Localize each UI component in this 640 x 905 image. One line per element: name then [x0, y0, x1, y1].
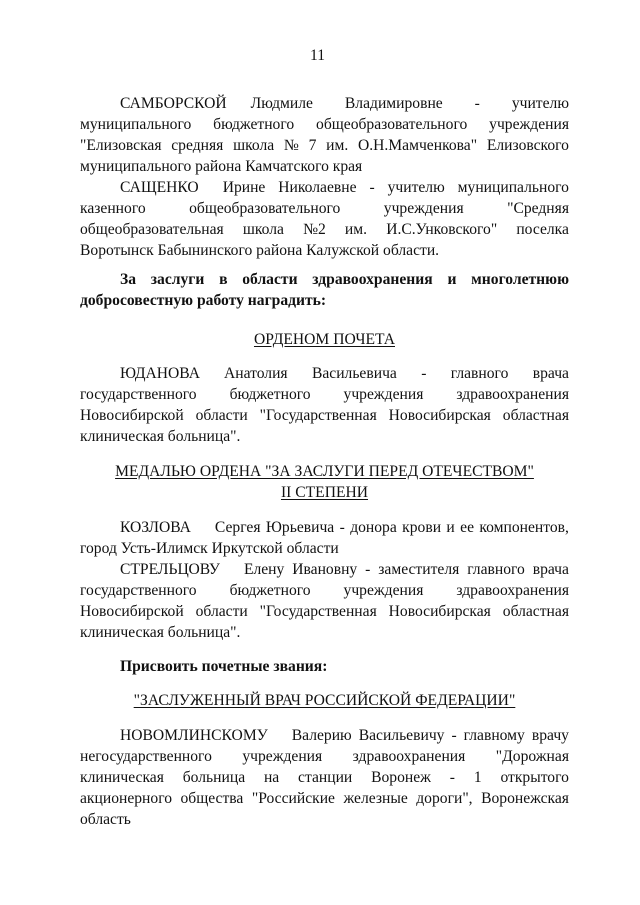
para-novomlinsky-line-3: клиническая больница на станции Воронеж - 1 открытого — [80, 769, 569, 786]
para-novomlinsky-line-2: негосударственного учреждения здравоохранения "Дорожная — [80, 748, 569, 765]
para-streltsova-line-2: государственного бюджетного учреждения здравоохранения — [80, 582, 569, 599]
surname-novomlinsky: НОВОМЛИНСКОМУ — [120, 727, 268, 744]
para-sashchenko-line-1: САЩЕНКО Ирине Николаевне - учителю муниципального — [120, 179, 569, 196]
surname-yudanov: ЮДАНОВА — [120, 365, 200, 382]
para-kozlov-line-1: КОЗЛОВА Сергея Юрьевича - донора крови и ее компонентов, — [120, 519, 569, 536]
para-streltsova-line-3: Новосибирской области "Государственная Новосибирская областная — [80, 603, 569, 620]
award-order-pocheta: ОРДЕНОМ ПОЧЕТА — [253, 331, 395, 348]
para-yudanov-line-4: клиническая больница". — [80, 428, 241, 445]
para-sashchenko-line-4: Воротынск Бабынинского района Калужской области. — [80, 242, 440, 259]
para-yudanov-line-3: Новосибирской области "Государственная Новосибирская областная — [80, 407, 569, 424]
para-novomlinsky-line-4: акционерного общества "Российские железные дороги", Воронежская — [80, 790, 569, 807]
para-streltsova-line-4: клиническая больница". — [80, 624, 241, 641]
surname-samborskaya: САМБОРСКОЙ — [120, 95, 227, 112]
heading-health-line-1: За заслуги в области здравоохранения и многолетнюю — [120, 271, 569, 288]
surname-kozlov: КОЗЛОВА — [120, 519, 191, 536]
para-samborskaya-line-4: муниципального района Камчатского края — [80, 158, 363, 175]
para-yudanov-line-2: государственного бюджетного учреждения здравоохранения — [80, 386, 569, 403]
para-streltsova-line-1: СТРЕЛЬЦОВУ Елену Ивановну - заместителя главного врача — [120, 561, 569, 578]
award-medal-line-1: МЕДАЛЬЮ ОРДЕНА "ЗА ЗАСЛУГИ ПЕРЕД ОТЕЧЕСТВОМ" — [115, 463, 534, 480]
award-medal-line-2: II СТЕПЕНИ — [280, 484, 369, 501]
heading-health-line-2: добросовестную работу наградить: — [80, 292, 327, 309]
para-kozlov-line-2: город Усть-Илимск Иркутской области — [80, 540, 339, 557]
para-samborskaya-line-3: "Елизовская средняя школа № 7 им. О.Н.Мамченкова" Елизовского — [80, 137, 569, 154]
page-number: 11 — [310, 47, 326, 64]
para-sashchenko-line-2: казенного общеобразовательного учреждения "Средняя — [80, 200, 569, 217]
heading-titles: Присвоить почетные звания: — [120, 658, 328, 675]
para-novomlinsky-line-5: область — [80, 811, 131, 828]
title-zasluzhenny-vrach: "ЗАСЛУЖЕННЫЙ ВРАЧ РОССИЙСКОЙ ФЕДЕРАЦИИ" — [133, 692, 516, 709]
para-sashchenko-line-3: общеобразовательная школа №2 им. И.С.Унковского" поселка — [80, 221, 569, 238]
surname-sashchenko: САЩЕНКО — [120, 179, 199, 196]
para-samborskaya-line-2: муниципального бюджетного общеобразовательного учреждения — [80, 116, 569, 133]
para-yudanov-line-1: ЮДАНОВА Анатолия Васильевича - главного врача — [120, 365, 569, 382]
para-samborskaya-line-1: САМБОРСКОЙ Людмиле Владимировне - учителю — [120, 95, 569, 112]
surname-streltsova: СТРЕЛЬЦОВУ — [120, 561, 220, 578]
para-novomlinsky-line-1: НОВОМЛИНСКОМУ Валерию Васильевичу - главному врачу — [120, 727, 569, 744]
